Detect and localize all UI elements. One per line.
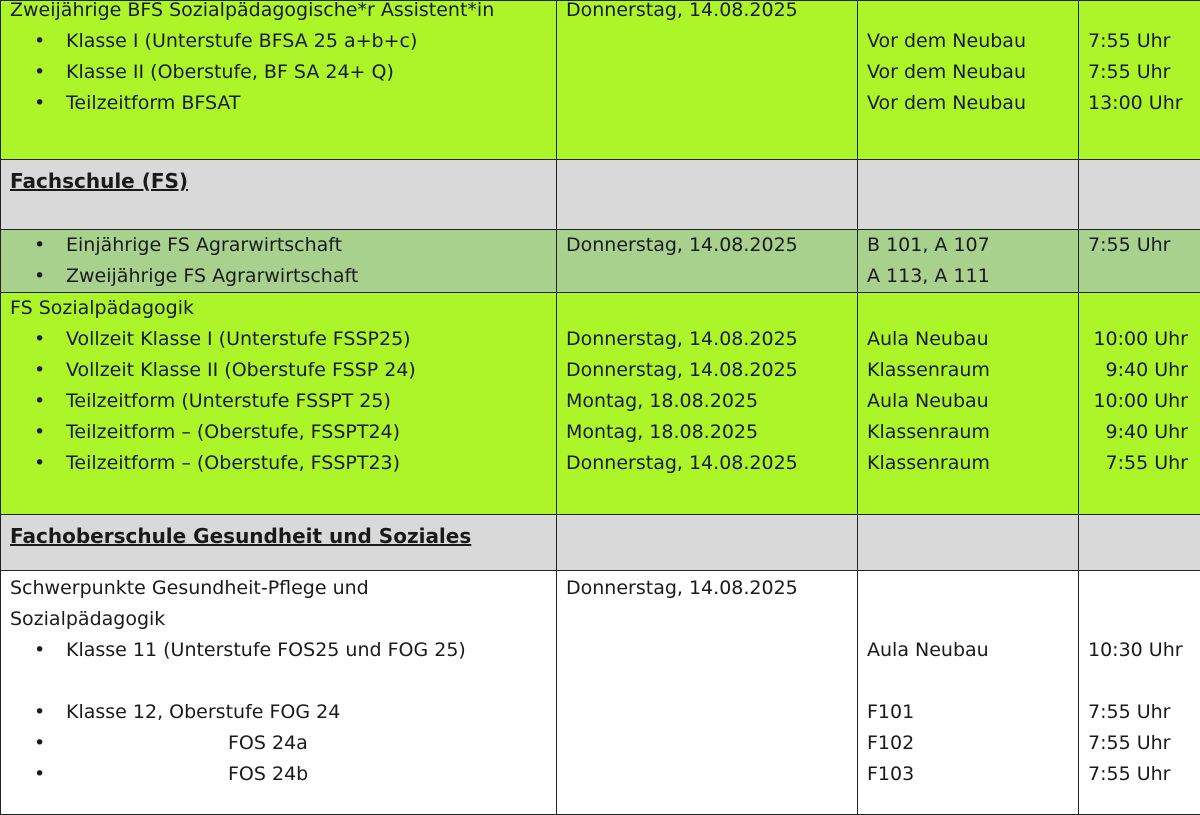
section-header-fos: Fachoberschule Gesundheit und Soziales bbox=[10, 524, 471, 548]
date: Donnerstag, 14.08.2025 bbox=[566, 448, 857, 479]
fos-date-cell bbox=[557, 571, 858, 815]
time: 7:55 Uhr bbox=[1079, 448, 1188, 479]
list-item: • Zweijährige FS Agrarwirtschaft bbox=[10, 261, 556, 292]
list-item: • Teilzeitform – (Oberstufe, FSSPT24) bbox=[10, 417, 556, 448]
room: Aula Neubau bbox=[867, 635, 1078, 666]
time: 7:55 Uhr bbox=[1088, 57, 1200, 88]
fos-program-cell bbox=[1, 571, 557, 815]
date: Montag, 18.08.2025 bbox=[566, 417, 857, 448]
list-item: • Teilzeitform (Unterstufe FSSPT 25) bbox=[10, 386, 556, 417]
room: Klassenraum bbox=[867, 448, 1078, 479]
time: 7:55 Uhr bbox=[1088, 230, 1200, 261]
sozial-program-cell bbox=[1, 293, 557, 515]
row-fos bbox=[1, 571, 1200, 815]
date: Donnerstag, 14.08.2025 bbox=[566, 324, 857, 355]
fos-title-line2: Sozialpädagogik bbox=[10, 604, 556, 635]
fos-item4: FOS 24b bbox=[66, 763, 308, 785]
room: Klassenraum bbox=[867, 417, 1078, 448]
sozial-title: FS Sozialpädagogik bbox=[10, 293, 556, 324]
empty-cell bbox=[557, 515, 858, 571]
fos-list bbox=[10, 635, 556, 666]
bfs-title: Zweijährige BFS Sozialpädagogische*r Assistent*in bbox=[10, 1, 556, 27]
room: Aula Neubau bbox=[867, 386, 1078, 417]
time: 10:00 Uhr bbox=[1079, 386, 1188, 417]
agrar-date-cell bbox=[557, 230, 858, 293]
row-bfs bbox=[1, 1, 1200, 160]
list-item bbox=[10, 728, 556, 759]
room: Vor dem Neubau bbox=[867, 57, 1078, 88]
room: Vor dem Neubau bbox=[867, 26, 1078, 57]
bfs-room-cell bbox=[858, 1, 1079, 160]
empty-cell bbox=[858, 160, 1079, 230]
section-header-cell bbox=[1, 160, 557, 230]
room: Vor dem Neubau bbox=[867, 88, 1078, 119]
row-sozialpaedagogik bbox=[1, 293, 1200, 515]
room: B 101, A 107 bbox=[867, 230, 1078, 261]
time: 7:55 Uhr bbox=[1088, 697, 1200, 728]
list-item: • Teilzeitform BFSAT bbox=[10, 88, 556, 119]
list-item: • Klasse I (Unterstufe BFSA 25 a+b+c) bbox=[10, 26, 556, 57]
empty-cell bbox=[1079, 515, 1200, 571]
bfs-class-list bbox=[10, 26, 556, 119]
bfs-date: Donnerstag, 14.08.2025 bbox=[566, 1, 857, 27]
agrar-program-cell bbox=[1, 230, 557, 293]
agrar-time-cell bbox=[1079, 230, 1200, 293]
date: Donnerstag, 14.08.2025 bbox=[566, 355, 857, 386]
agrar-list bbox=[10, 230, 556, 292]
section-header-cell bbox=[1, 515, 557, 571]
fos-time-cell bbox=[1079, 571, 1200, 815]
section-header-fs: Fachschule (FS) bbox=[10, 169, 188, 193]
row-header-fs bbox=[1, 160, 1200, 230]
list-item: • Einjährige FS Agrarwirtschaft bbox=[10, 230, 556, 261]
sozial-date-cell bbox=[557, 293, 858, 515]
agrar-date: Donnerstag, 14.08.2025 bbox=[566, 230, 857, 261]
list-item: • Klasse 11 (Unterstufe FOS25 und FOG 25) bbox=[10, 635, 556, 666]
time: 13:00 Uhr bbox=[1088, 88, 1200, 119]
fos-title-line1: Schwerpunkte Gesundheit-Pflege und bbox=[10, 573, 556, 604]
bfs-date-cell bbox=[557, 1, 858, 160]
room: Klassenraum bbox=[867, 355, 1078, 386]
empty-cell bbox=[1079, 160, 1200, 230]
list-item: • Klasse II (Oberstufe, BF SA 24+ Q) bbox=[10, 57, 556, 88]
time: 7:55 Uhr bbox=[1088, 759, 1200, 790]
room: A 113, A 111 bbox=[867, 261, 1078, 292]
room: Aula Neubau bbox=[867, 324, 1078, 355]
time: 7:55 Uhr bbox=[1088, 26, 1200, 57]
room: F103 bbox=[867, 759, 1078, 790]
fos-room-cell bbox=[858, 571, 1079, 815]
empty-cell bbox=[858, 515, 1079, 571]
time: 9:40 Uhr bbox=[1079, 355, 1188, 386]
list-item: • Teilzeitform – (Oberstufe, FSSPT23) bbox=[10, 448, 556, 479]
fos-date: Donnerstag, 14.08.2025 bbox=[566, 573, 857, 604]
list-item: • Vollzeit Klasse I (Unterstufe FSSP25) bbox=[10, 324, 556, 355]
room: F101 bbox=[867, 697, 1078, 728]
time: 10:30 Uhr bbox=[1088, 635, 1200, 666]
date: Montag, 18.08.2025 bbox=[566, 386, 857, 417]
fos-list-2 bbox=[10, 697, 556, 790]
empty-cell bbox=[557, 160, 858, 230]
bfs-program-cell bbox=[1, 1, 557, 160]
list-item: • Vollzeit Klasse II (Oberstufe FSSP 24) bbox=[10, 355, 556, 386]
time: 7:55 Uhr bbox=[1088, 728, 1200, 759]
fos-item3: FOS 24a bbox=[66, 732, 308, 754]
sozial-room-cell bbox=[858, 293, 1079, 515]
bfs-time-cell bbox=[1079, 1, 1200, 160]
room: F102 bbox=[867, 728, 1078, 759]
row-header-fos bbox=[1, 515, 1200, 571]
list-item: • Klasse 12, Oberstufe FOG 24 bbox=[10, 697, 556, 728]
agrar-room-cell bbox=[858, 230, 1079, 293]
sozial-list bbox=[10, 324, 556, 479]
list-item bbox=[10, 759, 556, 790]
time: 9:40 Uhr bbox=[1079, 417, 1188, 448]
sozial-time-cell bbox=[1079, 293, 1200, 515]
row-agrar bbox=[1, 230, 1200, 293]
time: 10:00 Uhr bbox=[1079, 324, 1188, 355]
